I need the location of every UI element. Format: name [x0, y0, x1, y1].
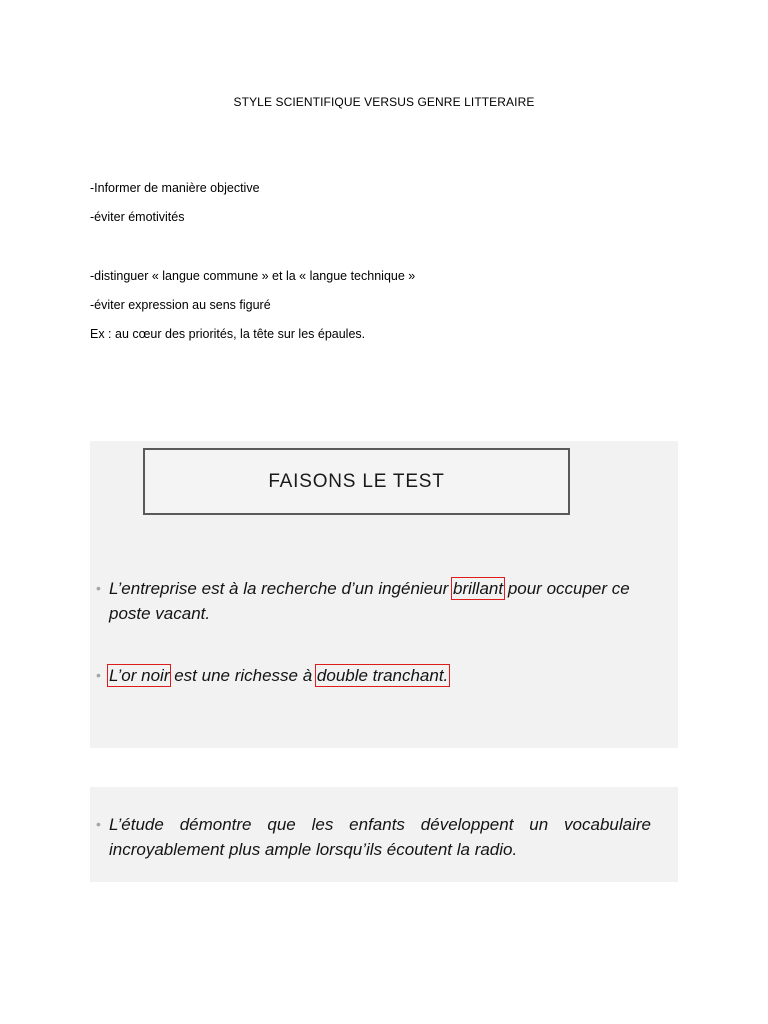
text-line-sens-figure: -éviter expression au sens figuré	[90, 298, 271, 312]
highlighted-phrase-double-tranchant: double tranchant.	[316, 666, 449, 685]
slide-image-etude	[90, 787, 678, 882]
bullet-dot-icon: •	[96, 580, 101, 596]
bullet-text-after: pour occuper ce poste vacant.	[109, 579, 630, 623]
highlighted-word-brillant: brillant	[453, 579, 504, 598]
text-line-distinguer: -distinguer « langue commune » et la « langue technique »	[90, 269, 416, 283]
slide-bullet-etude	[96, 812, 651, 862]
document-title: STYLE SCIENTIFIQUE VERSUS GENRE LITTERAIRE	[233, 95, 535, 109]
slide-title: FAISONS LE TEST	[143, 448, 570, 515]
slide-bullet-or-noir	[96, 663, 659, 688]
bullet-dot-icon: •	[96, 816, 101, 832]
slide-image-test	[90, 441, 678, 748]
bullet-dot-icon: •	[96, 667, 101, 683]
text-line-exemple: Ex : au cœur des priorités, la tête sur les épaules.	[90, 327, 366, 341]
bullet-text-etude: L’étude démontre que les enfants développent un vocabulaire incroyablement plus ample lorsqu’ils écoutent la radio.	[109, 815, 651, 859]
bullet-text-before: L’entreprise est à la recherche d’un ingénieur	[109, 579, 453, 598]
slide-bullet-entreprise	[96, 576, 659, 626]
bullet-text-middle: est une richesse à	[169, 666, 317, 685]
text-line-informer: -Informer de manière objective	[90, 181, 260, 195]
text-line-emotivites: -éviter émotivités	[90, 210, 185, 224]
highlighted-phrase-or-noir: L’or noir	[109, 666, 170, 685]
